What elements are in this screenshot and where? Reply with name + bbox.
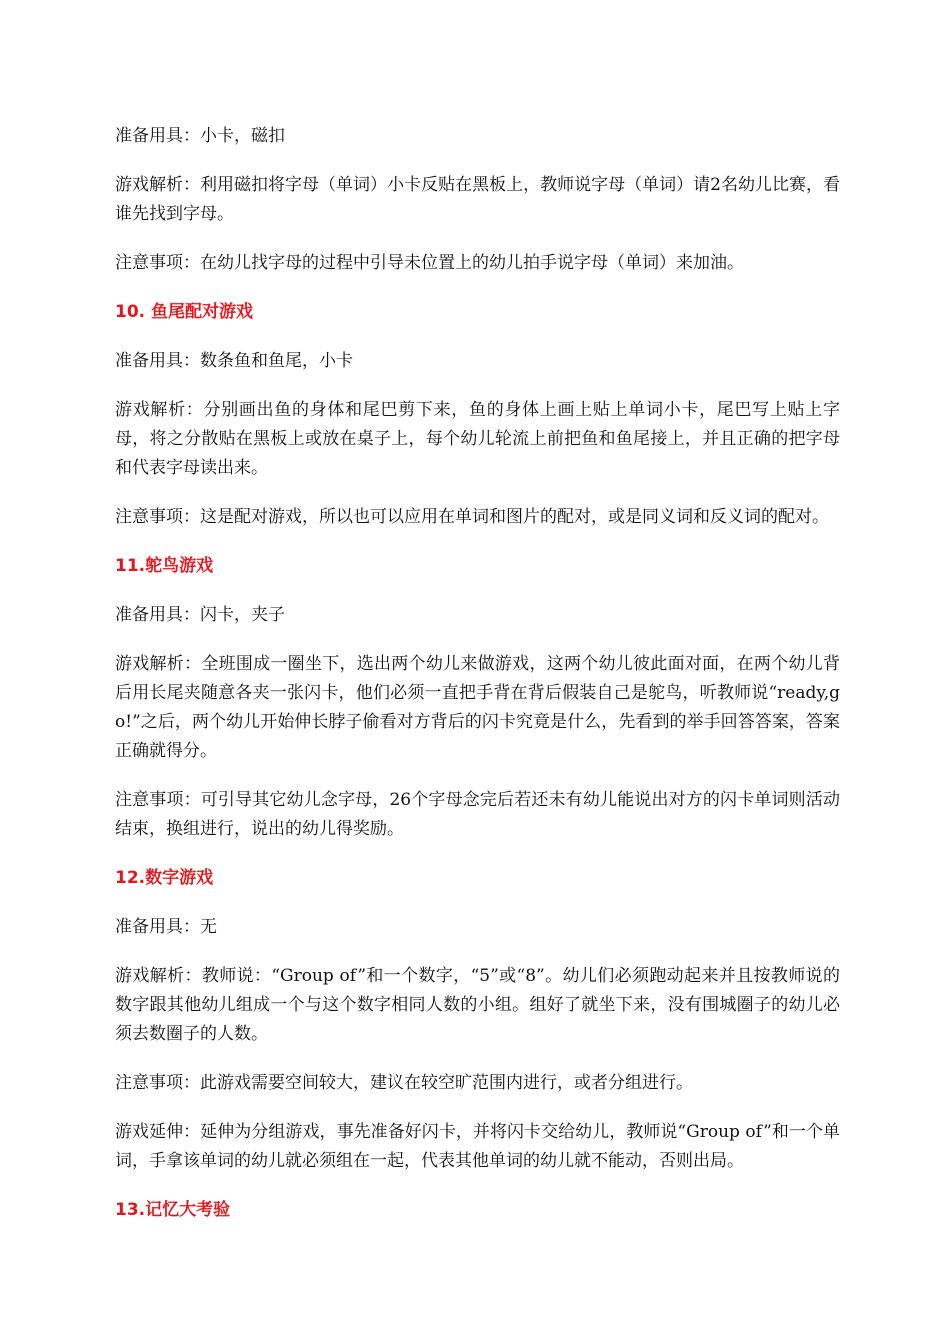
game-analysis-text: 游戏解析：分别画出鱼的身体和尾巴剪下来，鱼的身体上画上贴上单词小卡，尾巴写上贴上字母，将之分散贴在黑板上或放在桌子上，每个幼儿轮流上前把鱼和鱼尾接上，并且正确的把字母和代表字母读出来。 [115, 400, 840, 478]
prep-tools-text: 准备用具：小卡，磁扣 [115, 126, 285, 146]
prep-tools-text: 准备用具：数条鱼和鱼尾，小卡 [115, 351, 353, 371]
game-extension-text: 游戏延伸：延伸为分组游戏，事先准备好闪卡，并将闪卡交给幼儿，教师说“Group of”和一个单词，手拿该单词的幼儿就必须组在一起，代表其他单词的幼儿就不能动，否则出局。 [115, 1122, 840, 1171]
section-heading: 10. 鱼尾配对游戏 [115, 302, 254, 322]
game-analysis-text: 游戏解析：全班围成一圈坐下，选出两个幼儿来做游戏，这两个幼儿彼此面对面，在两个幼儿背后用长尾夹随意各夹一张闪卡，他们必须一直把手背在背后假装自己是鸵鸟，听教师说“ready,go!”之后，两个幼儿开始伸长脖子偷看对方背后的闪卡究竟是什么，先看到的举手回答答案，答案正确就得分。 [115, 654, 840, 761]
game-analysis-text: 游戏解析：利用磁扣将字母（单词）小卡反贴在黑板上，教师说字母（单词）请2名幼儿比赛，看谁先找到字母。 [115, 175, 840, 224]
notes-text: 注意事项：在幼儿找字母的过程中引导未位置上的幼儿拍手说字母（单词）来加油。 [115, 253, 744, 273]
document-page [115, 122, 840, 1245]
section-heading: 12.数字游戏 [115, 868, 214, 888]
section-heading: 13.记忆大考验 [115, 1200, 231, 1220]
game-analysis-text: 游戏解析：教师说：“Group of”和一个数字，“5”或“8”。幼儿们必须跑动起来并且按教师说的数字跟其他幼儿组成一个与这个数字相同人数的小组。组好了就坐下来，没有围城圈子的幼儿必须去数圈子的人数。 [115, 966, 840, 1044]
section-heading: 11.鸵鸟游戏 [115, 556, 214, 576]
notes-text: 注意事项：此游戏需要空间较大，建议在较空旷范围内进行，或者分组进行。 [115, 1073, 693, 1093]
notes-text: 注意事项：这是配对游戏，所以也可以应用在单词和图片的配对，或是同义词和反义词的配对。 [115, 507, 829, 527]
notes-text: 注意事项：可引导其它幼儿念字母，26个字母念完后若还未有幼儿能说出对方的闪卡单词则活动结束，换组进行，说出的幼儿得奖励。 [115, 790, 840, 839]
prep-tools-text: 准备用具：闪卡，夹子 [115, 605, 285, 625]
prep-tools-text: 准备用具：无 [115, 917, 217, 937]
